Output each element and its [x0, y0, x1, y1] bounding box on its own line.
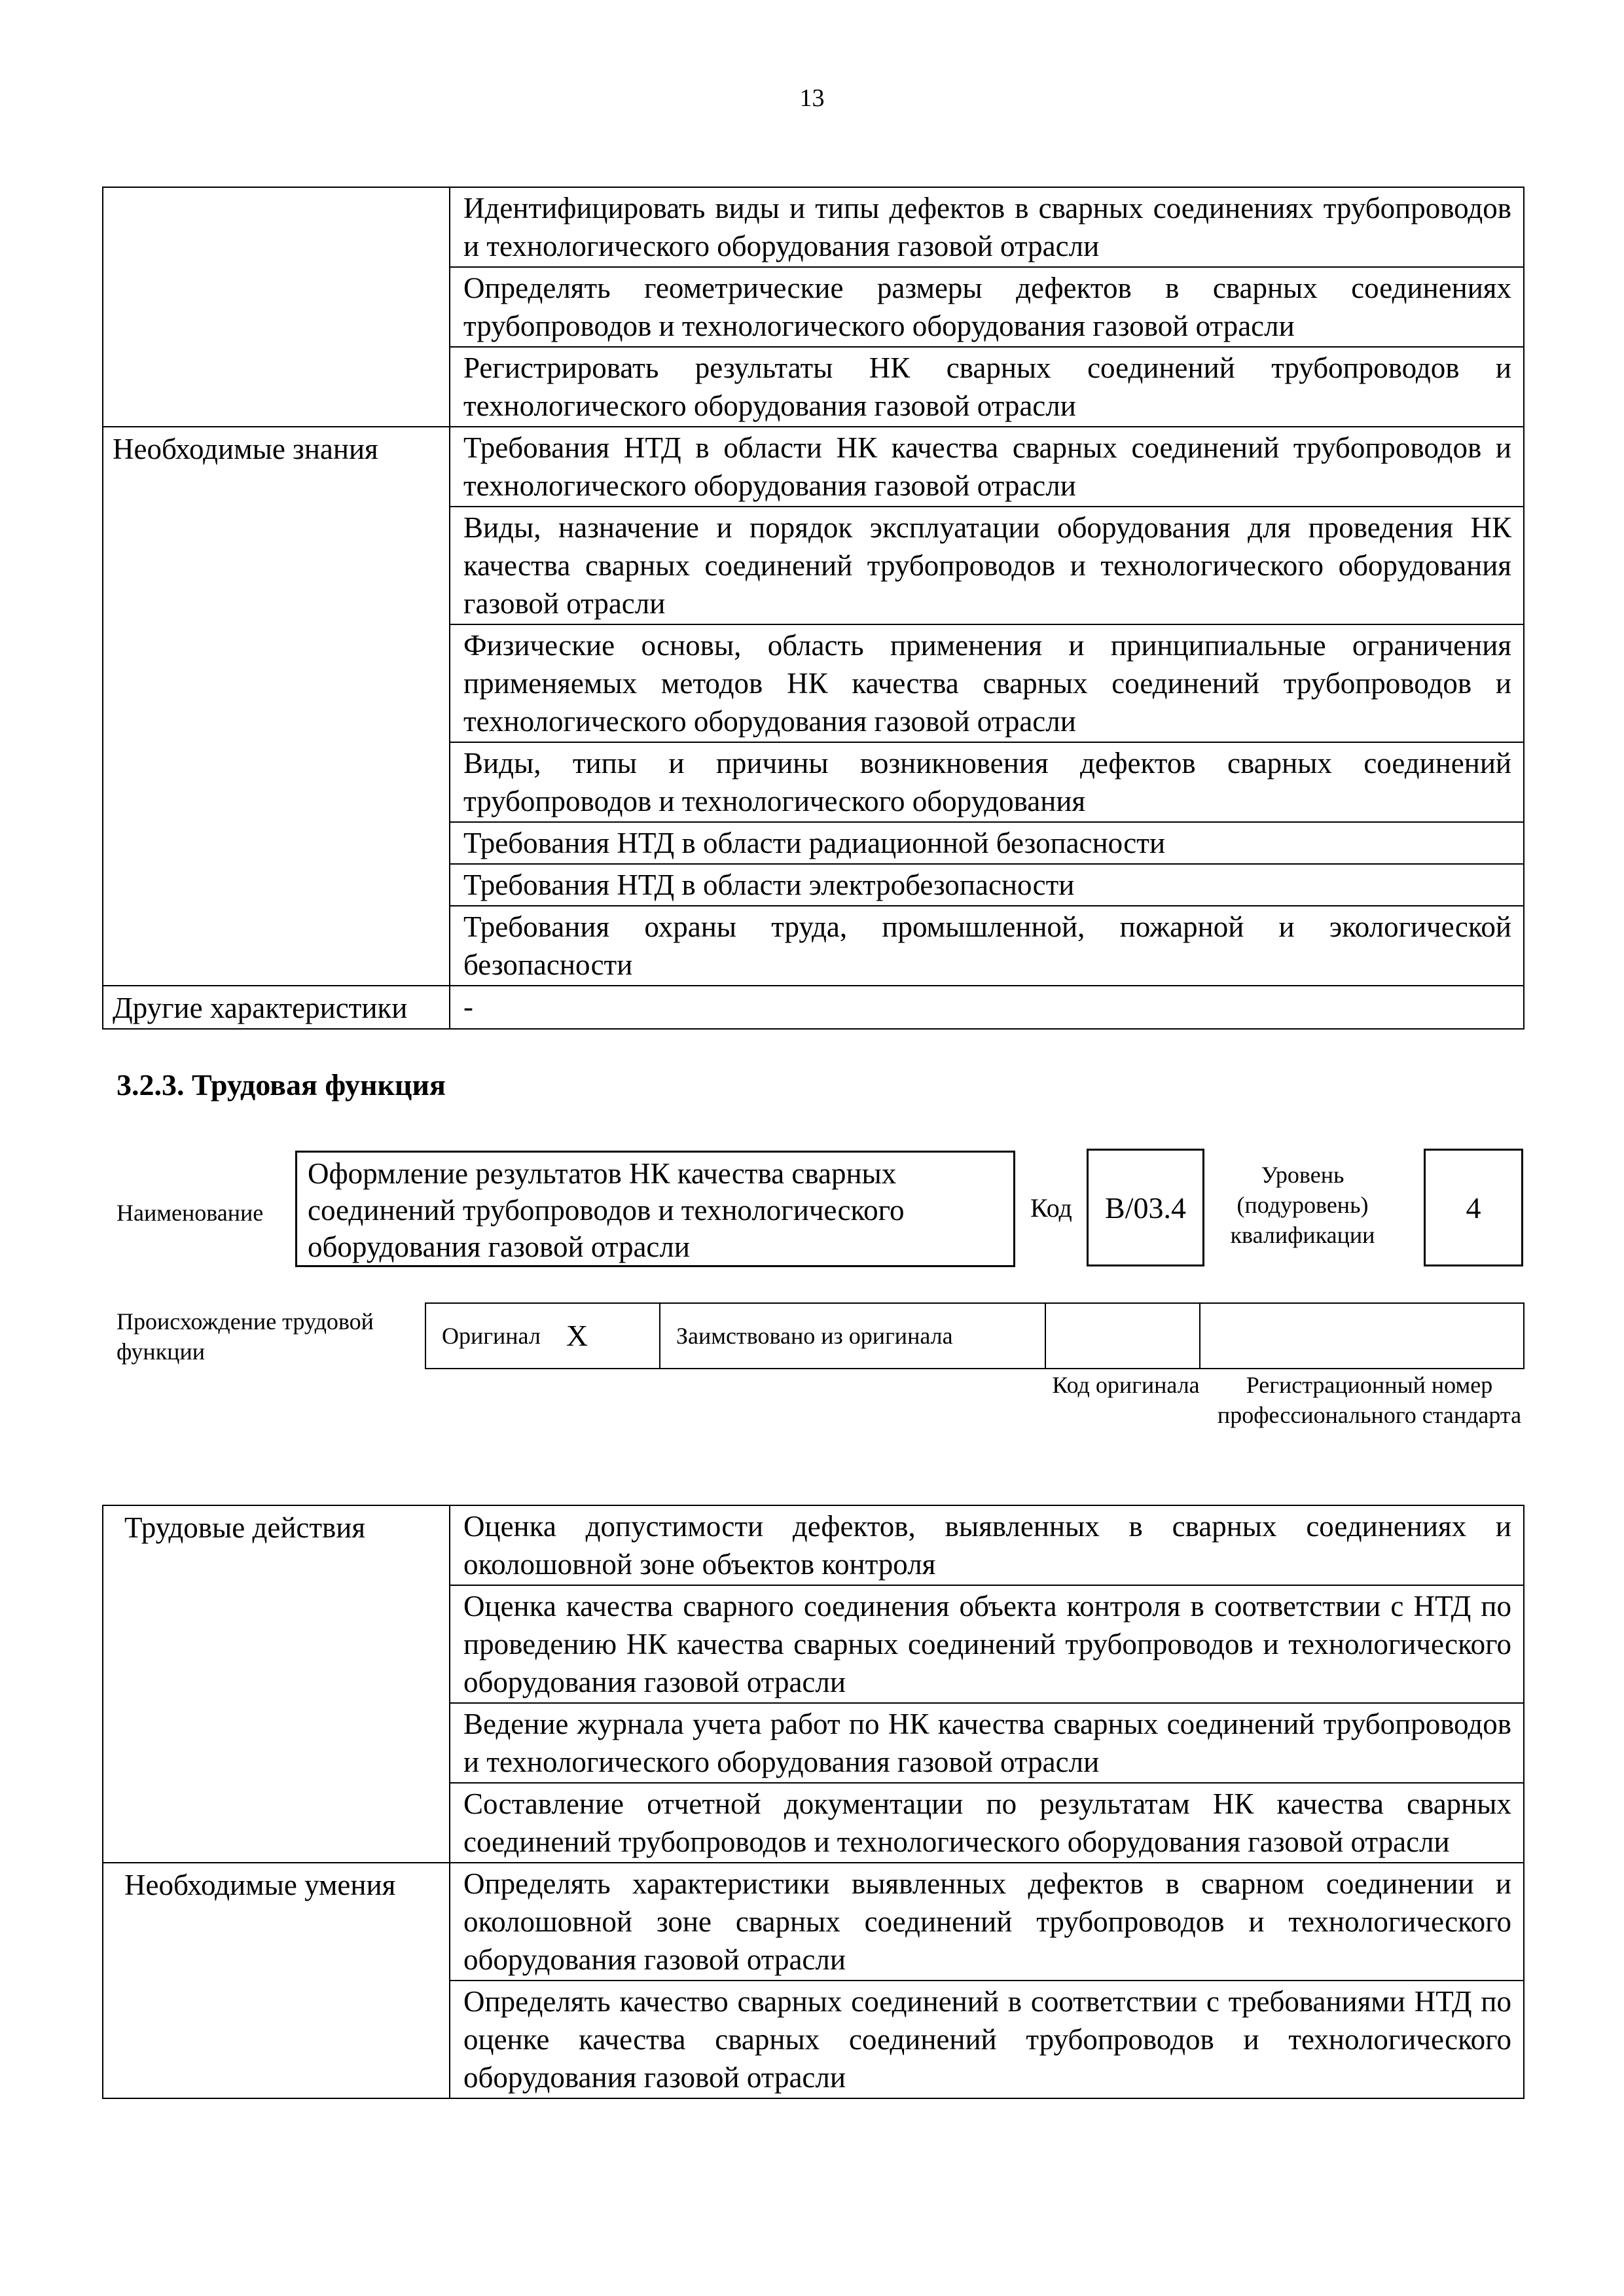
table-cell: Определять геометрические размеры дефектов в сварных соединениях трубопроводов и технологического оборудования газовой отрасли: [450, 267, 1524, 347]
table-cell: Идентифицировать виды и типы дефектов в сварных соединениях трубопроводов и технологического оборудования газовой отрасли: [450, 187, 1524, 267]
function-name-box: Оформление результатов НК качества сварных соединений трубопроводов и технологического оборудования газовой отрасли: [295, 1151, 1015, 1267]
code-label: Код: [1030, 1193, 1072, 1223]
table-cell: Составление отчетной документации по результатам НК качества сварных соединений трубопроводов и технологического оборудования газовой отрасли: [450, 1783, 1524, 1863]
table-row: [103, 1505, 1524, 1585]
borrowed-label: Заимствовано из оригинала: [660, 1303, 1045, 1369]
table-cell: Физические основы, область применения и принципиальные ограничения применяемых методов НК качества сварных соединений трубопроводов и технологического оборудования газовой отрасли: [450, 624, 1524, 742]
qualification-level-label: Уровень (подуровень) квалификации: [1230, 1162, 1375, 1248]
row-label-required-knowledge: Необходимые знания: [103, 427, 450, 986]
table-cell: Виды, назначение и порядок эксплуатации оборудования для проведения НК качества сварных соединений трубопроводов и технологического оборудования газовой отрасли: [450, 507, 1524, 624]
table-cell: Требования НТД в области радиационной безопасности: [450, 822, 1524, 864]
code-original-caption: Код оригинала: [1052, 1372, 1200, 1398]
qualification-level-box: 4: [1424, 1149, 1523, 1266]
reg-number-caption: Регистрационный номер профессионального стандарта: [1217, 1372, 1522, 1428]
origin-table: [425, 1302, 1525, 1369]
table-row: [103, 1863, 1524, 1981]
table-cell: Требования охраны труда, промышленной, пожарной и экологической безопасности: [450, 906, 1524, 986]
table-cell: Регистрировать результаты НК сварных соединений трубопроводов и технологического оборудования газовой отрасли: [450, 347, 1524, 427]
skills-knowledge-table: [102, 187, 1525, 1030]
table-cell: Требования НТД в области НК качества сварных соединений трубопроводов и технологического оборудования газовой отрасли: [450, 427, 1524, 507]
row-label: [103, 187, 450, 427]
row-label-required-skills: Необходимые умения: [103, 1863, 450, 2098]
original-label: Оригинал: [425, 1303, 566, 1369]
table-cell: Требования НТД в области электробезопасности: [450, 864, 1524, 906]
table-cell: Определять качество сварных соединений в соответствии с требованиями НТД по оценке качества сварных соединений трубопроводов и технологического оборудования газовой отрасли: [450, 1981, 1524, 2098]
actions-skills-table: [102, 1505, 1525, 2099]
origin-label: Происхождение трудовой функции: [117, 1308, 374, 1365]
reg-number-cell: [1200, 1303, 1524, 1369]
section-heading: 3.2.3. Трудовая функция: [117, 1068, 446, 1102]
table-cell: -: [450, 986, 1524, 1029]
table-cell: Оценка качества сварного соединения объекта контроля в соответствии с НТД по проведению НК качества сварных соединений трубопроводов и технологического оборудования газовой отрасли: [450, 1585, 1524, 1703]
name-label: Наименование: [117, 1200, 264, 1226]
table-cell: Ведение журнала учета работ по НК качества сварных соединений трубопроводов и технологического оборудования газовой отрасли: [450, 1703, 1524, 1783]
row-label-labor-actions: Трудовые действия: [103, 1505, 450, 1863]
table-row: [103, 187, 1524, 267]
original-mark: X: [566, 1303, 660, 1369]
table-row: [103, 427, 1524, 507]
function-code-box: B/03.4: [1087, 1149, 1204, 1266]
table-cell: Оценка допустимости дефектов, выявленных в сварных соединениях и околошовной зоне объектов контроля: [450, 1505, 1524, 1585]
page-number: 13: [799, 84, 825, 112]
row-label-other-characteristics: Другие характеристики: [103, 986, 450, 1029]
code-original-cell: [1045, 1303, 1200, 1369]
table-cell: Определять характеристики выявленных дефектов в сварном соединении и околошовной зоне сварных соединений трубопроводов и технологического оборудования газовой отрасли: [450, 1863, 1524, 1981]
table-row: [425, 1303, 1524, 1369]
table-row: [103, 986, 1524, 1029]
table-cell: Виды, типы и причины возникновения дефектов сварных соединений трубопроводов и технологического оборудования: [450, 742, 1524, 822]
